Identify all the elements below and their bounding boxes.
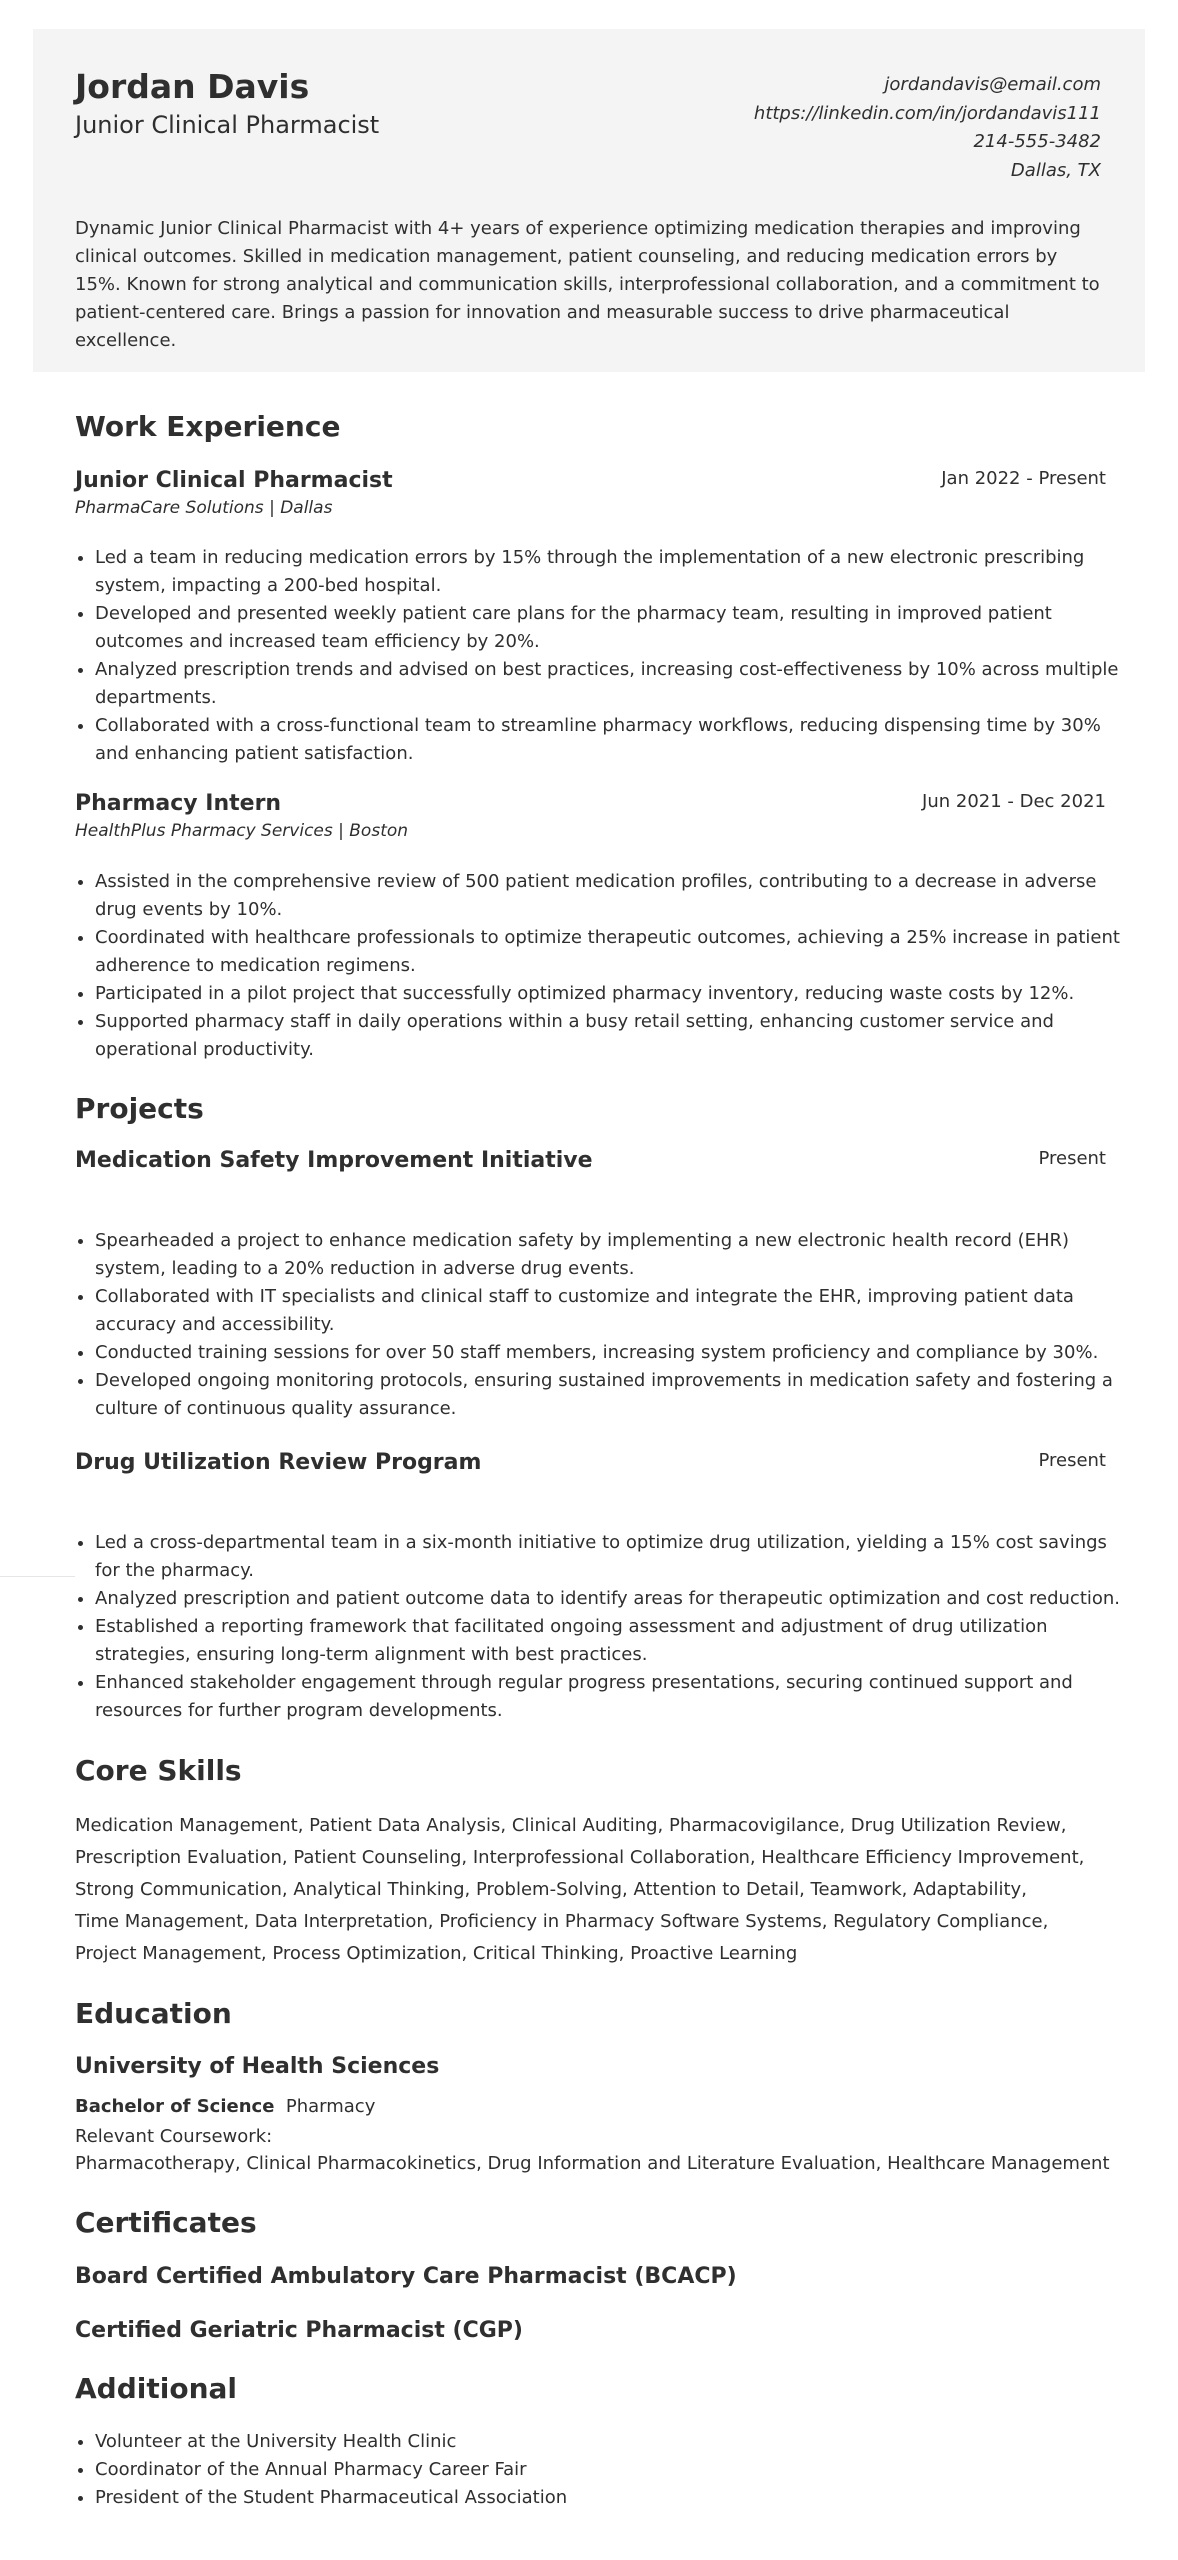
degree-field: Pharmacy	[285, 2096, 376, 2117]
contact-email[interactable]: jordandavis@email.com	[884, 74, 1101, 95]
degree-line	[75, 2096, 375, 2117]
section-title-skills: Core Skills	[75, 1754, 242, 1787]
degree-label: Bachelor of Science	[75, 2096, 275, 2117]
list-item: • Supported pharmacy staff in daily operations within a busy retail setting, enhancing customer service and operational productivity.	[95, 1008, 1130, 1064]
skills-line: Time Management, Data Interpretation, Proficiency in Pharmacy Software Systems, Regulatory Compliance,	[75, 1911, 1049, 1932]
skills-line: Medication Management, Patient Data Analysis, Clinical Auditing, Pharmacovigilance, Drug Utilization Review,	[75, 1815, 1067, 1836]
contact-phone[interactable]: 214-555-3482	[973, 131, 1101, 152]
project-bullets	[75, 1227, 1130, 1423]
section-title-work: Work Experience	[75, 410, 341, 443]
list-item: • Collaborated with IT specialists and clinical staff to customize and integrate the EHR, improving patient data accuracy and accessibility.	[95, 1283, 1130, 1339]
coursework-label: Relevant Coursework:	[75, 2126, 273, 2147]
list-item: • Analyzed prescription and patient outcome data to identify areas for therapeutic optimization and cost reduction.	[95, 1585, 1130, 1613]
skills-line: Strong Communication, Analytical Thinking, Problem-Solving, Attention to Detail, Teamwork, Adaptability,	[75, 1879, 1027, 1900]
project-date: Present	[1038, 1148, 1106, 1169]
certificate-item: Board Certified Ambulatory Care Pharmacist (BCACP)	[75, 2264, 737, 2289]
list-item: • Volunteer at the University Health Clinic	[95, 2428, 1130, 2456]
list-item: • Led a team in reducing medication errors by 15% through the implementation of a new electronic prescribing system, impacting a 200-bed hospital.	[95, 544, 1130, 600]
job-date: Jun 2021 - Dec 2021	[922, 791, 1106, 812]
list-item: • Led a cross-departmental team in a six-month initiative to optimize drug utilization, yielding a 15% cost savings for the pharmacy.	[95, 1529, 1130, 1585]
list-item: • Developed and presented weekly patient care plans for the pharmacy team, resulting in improved patient outcomes and increased team efficiency by 20%.	[95, 600, 1130, 656]
job-bullets	[75, 544, 1130, 768]
section-title-certificates: Certificates	[75, 2206, 257, 2239]
project-title: Medication Safety Improvement Initiative	[75, 1148, 593, 1173]
list-item: • Analyzed prescription trends and advised on best practices, increasing cost-effectiveness by 10% across multiple departments.	[95, 656, 1130, 712]
candidate-role: Junior Clinical Pharmacist	[75, 111, 380, 140]
divider	[0, 1576, 75, 1577]
resume-header	[33, 29, 1145, 372]
contact-block	[754, 71, 1101, 185]
certificate-item: Certified Geriatric Pharmacist (CGP)	[75, 2318, 523, 2343]
section-title-additional: Additional	[75, 2372, 237, 2405]
skills-list	[75, 1810, 1110, 1970]
job-title: Pharmacy Intern	[75, 791, 282, 816]
job-company: PharmaCare Solutions | Dallas	[75, 498, 333, 518]
job-bullets	[75, 868, 1130, 1064]
list-item: • Coordinator of the Annual Pharmacy Career Fair	[95, 2456, 1130, 2484]
list-item: • Assisted in the comprehensive review of 500 patient medication profiles, contributing to a decrease in adverse drug events by 10%.	[95, 868, 1130, 924]
list-item: • Enhanced stakeholder engagement through regular progress presentations, securing continued support and resources for further program developments.	[95, 1669, 1130, 1725]
list-item: • Established a reporting framework that facilitated ongoing assessment and adjustment of drug utilization strategies, ensuring long-term alignment with best practices.	[95, 1613, 1130, 1669]
section-title-projects: Projects	[75, 1092, 204, 1125]
summary: Dynamic Junior Clinical Pharmacist with 4+ years of experience optimizing medication therapies and improving clinical outcomes. Skilled in medication management, patient counseling, and reducing medication errors by 15%. Known for strong analytical and communication skills, interprofessional collaboration, and a commitment to patient-centered care. Brings a passion for innovation and measurable success to drive pharmaceutical excellence.	[75, 218, 1100, 351]
candidate-name: Jordan Davis	[75, 67, 310, 106]
list-item: • Spearheaded a project to enhance medication safety by implementing a new electronic health record (EHR) system, leading to a 20% reduction in adverse drug events.	[95, 1227, 1130, 1283]
skills-line: Project Management, Process Optimization, Critical Thinking, Proactive Learning	[75, 1943, 798, 1964]
section-title-education: Education	[75, 1997, 232, 2030]
job-title: Junior Clinical Pharmacist	[75, 468, 393, 493]
list-item: • Coordinated with healthcare professionals to optimize therapeutic outcomes, achieving a 25% increase in patient adherence to medication regimens.	[95, 924, 1130, 980]
list-item: • Collaborated with a cross-functional team to streamline pharmacy workflows, reducing dispensing time by 30% and enhancing patient satisfaction.	[95, 712, 1130, 768]
coursework-list: Pharmacotherapy, Clinical Pharmacokinetics, Drug Information and Literature Evaluation, Healthcare Management	[75, 2153, 1110, 2174]
contact-location: Dallas, TX	[1010, 159, 1101, 181]
job-date: Jan 2022 - Present	[941, 468, 1106, 489]
project-date: Present	[1038, 1450, 1106, 1471]
skills-line: Prescription Evaluation, Patient Counseling, Interprofessional Collaboration, Healthcare Efficiency Improvement,	[75, 1847, 1085, 1868]
project-title: Drug Utilization Review Program	[75, 1450, 482, 1475]
list-item: • President of the Student Pharmaceutical Association	[95, 2484, 1130, 2512]
project-bullets	[75, 1529, 1130, 1725]
school-name: University of Health Sciences	[75, 2054, 440, 2079]
list-item: • Conducted training sessions for over 50 staff members, increasing system proficiency and compliance by 30%.	[95, 1339, 1130, 1367]
contact-linkedin[interactable]: https://linkedin.com/in/jordandavis111	[753, 102, 1101, 124]
additional-list	[75, 2428, 1130, 2512]
list-item: • Participated in a pilot project that successfully optimized pharmacy inventory, reducing waste costs by 12%.	[95, 980, 1130, 1008]
list-item: • Developed ongoing monitoring protocols, ensuring sustained improvements in medication safety and fostering a culture of continuous quality assurance.	[95, 1367, 1130, 1423]
job-company: HealthPlus Pharmacy Services | Boston	[75, 821, 409, 841]
